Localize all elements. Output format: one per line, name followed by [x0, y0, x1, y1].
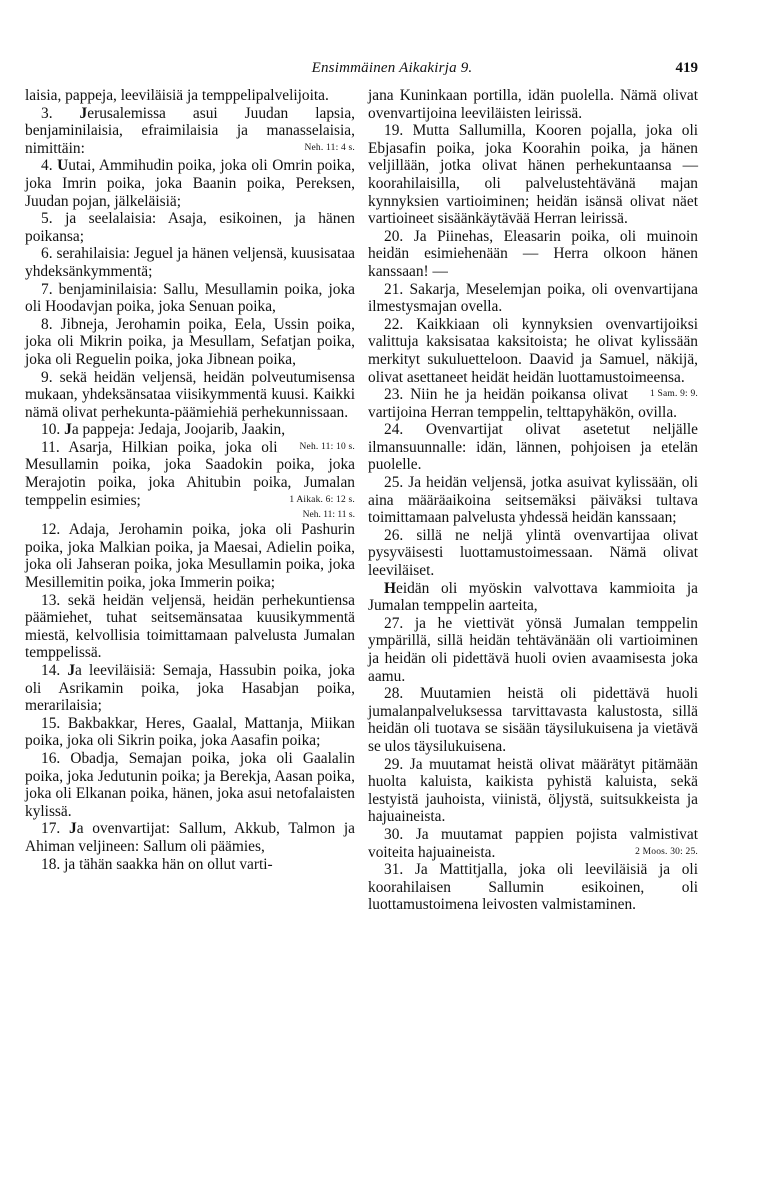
verse-text: a leeviläisiä: Semaja, Hassubin poika, joka oli Asrikamin poika, joka Hasabjan poika, merarilaisia;	[25, 662, 355, 715]
verse-text: a ovenvartijat: Sallum, Akkub, Talmon ja Ahiman veljineen: Sallum oli päämies,	[25, 820, 355, 855]
cross-reference: Neh. 11: 4 s.	[304, 142, 355, 153]
verse-text: Ja Piinehas, Eleasarin poika, oli muinoin heidän esimiehenään — Herra olkoon hänen kanssaan! —	[368, 227, 698, 280]
verse-v8	[25, 316, 355, 369]
verse-text: benjaminilaisia: Sallu, Mesullamin poika, joka oli Hoodavjan poika, joka Senuan poika,	[25, 280, 355, 316]
verse-number: 11.	[41, 438, 60, 456]
page-number: 419	[675, 60, 698, 76]
verse-number: 28.	[384, 685, 404, 703]
verse-v17	[25, 820, 355, 855]
verse-text: sillä ne neljä ylintä ovenvartijaa olivat pysyväisesti luottamustoimessaan. Nämä olivat leeviläiset.	[368, 526, 698, 580]
verse-number: 6.	[41, 245, 53, 263]
verse-v12	[25, 521, 355, 591]
verse-text: Kaikkiaan oli kynnyksien ovenvartijoiksi valittuja kaksisataa kaksitoista; he olivat kylissään merkityt sukuluetteloon. Daavid ja Samuel, näkijä, olivat asettaneet heidät heidän luottamustoimeensa.	[368, 315, 698, 386]
verse-v5	[25, 210, 355, 245]
verse-number: 14.	[41, 662, 61, 679]
verse-number: 24.	[384, 421, 404, 439]
verse-text: Ja heidän veljensä, jotka asuivat kylissään, oli aina määräaikoina seitsemäksi päiväksi tultava toimittamaan palvelusta yhdessä heidän kanssaan;	[368, 474, 698, 527]
verse-text: serahilaisia: Jeguel ja hänen veljensä, kuusisataa yhdeksänkymmentä;	[25, 245, 355, 280]
verse-number: 22.	[384, 315, 404, 333]
verse-text: Ja muutamat pappien pojista valmistivat voiteita hajuaineista.	[368, 825, 698, 861]
verse-text: Sakarja, Meselemjan poika, oli ovenvartijana ilmestysmajan ovella.	[368, 280, 698, 316]
verse-v7	[25, 281, 355, 316]
verse-text: erusalemissa asui Juudan lapsia, benjaminilaisia, efraimilaisia ja manasselaisia, nimittäin:	[25, 104, 355, 157]
verse-number: 4.	[41, 157, 53, 175]
verse-text: utai, Ammihudin poika, joka oli Omrin poika, joka Imrin poika, joka Baanin poika, Pereksen, Juudan pojan, jälkeläisiä;	[25, 157, 356, 210]
verse-text: Jibneja, Jerohamin poika, Eela, Ussin poika, joka oli Mikrin poika, ja Mesullam, Sefatjan poika, joka oli Reguelin poika, joka Jibnean poika,	[25, 315, 355, 368]
verse-text: Obadja, Semajan poika, joka oli Gaalalin poika, joka Jedutunin poika; ja Berekja, Aasan poika, joka oli Elkanan poika, hänen, joka asui netofalaisten kylissä.	[25, 749, 355, 820]
verse-cont2	[368, 87, 698, 122]
cross-reference: Neh. 11: 11 s.	[302, 510, 355, 521]
verse-v15	[25, 715, 355, 750]
verse-text: Ja Mattitjalla, joka oli leeviläisiä ja oli koorahilaisen Sallumin esikoinen, oli luottamustoimena leivosten valmistaminen.	[368, 861, 698, 914]
verse-number: 15.	[41, 714, 61, 732]
verse-number: 8.	[41, 315, 53, 333]
initial-letter: U	[57, 157, 69, 175]
verse-v31	[368, 861, 698, 914]
verse-text: sekä heidän veljensä, heidän polveutumisensa mukaan, yhdeksänsataa viisikymmentä kuusi. Kaikki nämä olivat perhekunta-päämiehiä perhekunnissaan.	[25, 368, 355, 421]
verse-number: 31.	[384, 861, 404, 879]
verse-text: Mutta Sallumilla, Kooren pojalla, joka oli Ebjasafin poika, joka Koorahin poika, ja hänen veljillään, jotka olivat hänen perhekuntaansa — koorahilaisilla, oli palvelustehtävänä majan kynnyksien vartioiminen; heidän isänsä olivat näet vartioineet sisäänkäytävää Herran leirissä.	[368, 122, 698, 228]
verse-number: 21.	[384, 280, 404, 298]
verse-text: ja tähän saakka hän on ollut varti-	[64, 855, 273, 873]
verse-v4	[25, 157, 355, 210]
verse-number: 16.	[41, 749, 61, 767]
verse-v10	[25, 421, 355, 452]
verse-v14	[25, 662, 355, 715]
verse-text: Niin he ja heidän poikansa olivat vartijoina Herran temppelin, telttapyhäkön, ovilla.	[368, 386, 678, 421]
verse-v16	[25, 750, 355, 820]
verse-text: Muutamien heistä oli pidettävä huoli jumalanpalveluksessa tarvittavasta kalustosta, sillä heidän oli tuotava se sisään täysilukuisena ja vietävä se ulos täysilukuisena.	[368, 685, 698, 755]
initial-letter: J	[79, 104, 88, 122]
initial-letter: J	[69, 820, 77, 838]
verse-text: jana Kuninkaan portilla, idän puolella. Nämä olivat ovenvartijoina leeviläisten leirissä.	[368, 87, 698, 122]
verse-v30	[368, 826, 698, 861]
verse-text: eidän oli myöskin valvottava kammioita ja Jumalan temppelin aarteita,	[368, 579, 698, 615]
verse-v28	[368, 685, 698, 755]
verse-v6	[25, 245, 355, 280]
verse-vH	[368, 580, 698, 615]
verse-number: 25.	[384, 474, 404, 492]
cross-reference: Neh. 11: 10 s.	[299, 441, 355, 452]
verse-v20	[368, 228, 698, 281]
verse-number: 26.	[384, 526, 404, 544]
verse-v26	[368, 527, 698, 580]
verse-number: 17.	[41, 820, 61, 838]
verse-number: 3.	[41, 104, 53, 122]
cross-reference: 1 Aikak. 6: 12 s.	[289, 494, 355, 505]
verse-v19	[368, 122, 698, 228]
verse-number: 29.	[384, 755, 404, 773]
verse-v24	[368, 421, 698, 474]
verse-text: Ja muutamat heistä olivat määrätyt pitämään huolta kaluista, kaikista pyhistä kaluista, sekä lestyistä jauhoista, viinistä, öljystä, suitsukkeista ja hajuaineista.	[368, 755, 698, 826]
verse-v18	[25, 856, 355, 874]
verse-v25	[368, 474, 698, 527]
verse-number: 30.	[384, 825, 404, 843]
verse-text: sekä heidän veljensä, heidän perhekuntiensa päämiehet, tuhat seitsemänsataa kuusikymmentä miestä, kelvollisia toimittamaan palvelusta Jumalan temppelissä.	[25, 591, 355, 662]
verse-text: ja seelalaisia: Asaja, esikoinen, ja hänen poikansa;	[25, 210, 355, 245]
initial-letter: J	[67, 662, 76, 679]
verse-v21	[368, 281, 698, 316]
verse-number: 19.	[384, 122, 404, 140]
verse-text: a pappeja: Jedaja, Joojarib, Jaakin,	[71, 421, 286, 439]
verse-number: 20.	[384, 227, 404, 245]
left-column	[25, 87, 355, 873]
running-title: Ensimmäinen Aikakirja 9.	[311, 60, 473, 76]
right-column	[368, 87, 698, 914]
verse-number: 5.	[41, 210, 53, 228]
page-header	[0, 60, 784, 82]
verse-number: 18.	[41, 855, 61, 873]
cross-reference: 1 Sam. 9: 9.	[649, 389, 698, 400]
verse-cont	[25, 87, 355, 105]
verse-v29	[368, 756, 698, 826]
verse-number: 27.	[384, 614, 404, 632]
verse-v3	[25, 105, 355, 158]
initial-letter: J	[64, 421, 72, 439]
verse-text: ja he viettivät yönsä Jumalan temppelin ympärillä, sillä heidän tehtävänään oli vartioiminen ja heidän oli pidettävä huoli ovien avaamisesta joka aamu.	[368, 614, 698, 685]
verse-v13	[25, 592, 355, 662]
cross-reference: 2 Moos. 30: 25.	[635, 846, 698, 857]
verse-text: Adaja, Jerohamin poika, joka oli Pashurin poika, joka Malkian poika, ja Maesai, Adielin poika, joka oli Jahseran poika, joka Mesullamin poika, joka Mesillemitin poika, joka Immerin poika;	[25, 521, 355, 592]
verse-number: 12.	[41, 521, 61, 539]
verse-text: laisia, pappeja, leeviläisiä ja temppelipalvelijoita.	[25, 87, 329, 104]
verse-v9	[25, 369, 355, 422]
verse-text: Ovenvartijat olivat asetetut neljälle ilmansuunnalle: idän, lännen, pohjoisen ja etelän puolelle.	[368, 421, 698, 474]
verse-number: 13.	[41, 591, 61, 609]
verse-text: Bakbakkar, Heres, Gaalal, Mattanja, Miikan poika, joka oli Sikrin poika, joka Aasafin poika;	[25, 714, 355, 750]
verse-number: 9.	[41, 368, 53, 386]
verse-v27	[368, 615, 698, 685]
verse-number: 10.	[41, 421, 61, 439]
initial-letter: H	[384, 579, 396, 597]
verse-number: 7.	[41, 280, 53, 298]
verse-text: Asarja, Hilkian poika, joka oli Mesullamin poika, joka Saadokin poika, joka Merajotin poika, joka Ahitubin poika, Jumalan temppelin esimies;	[25, 438, 355, 509]
verse-number: 23.	[384, 386, 404, 404]
